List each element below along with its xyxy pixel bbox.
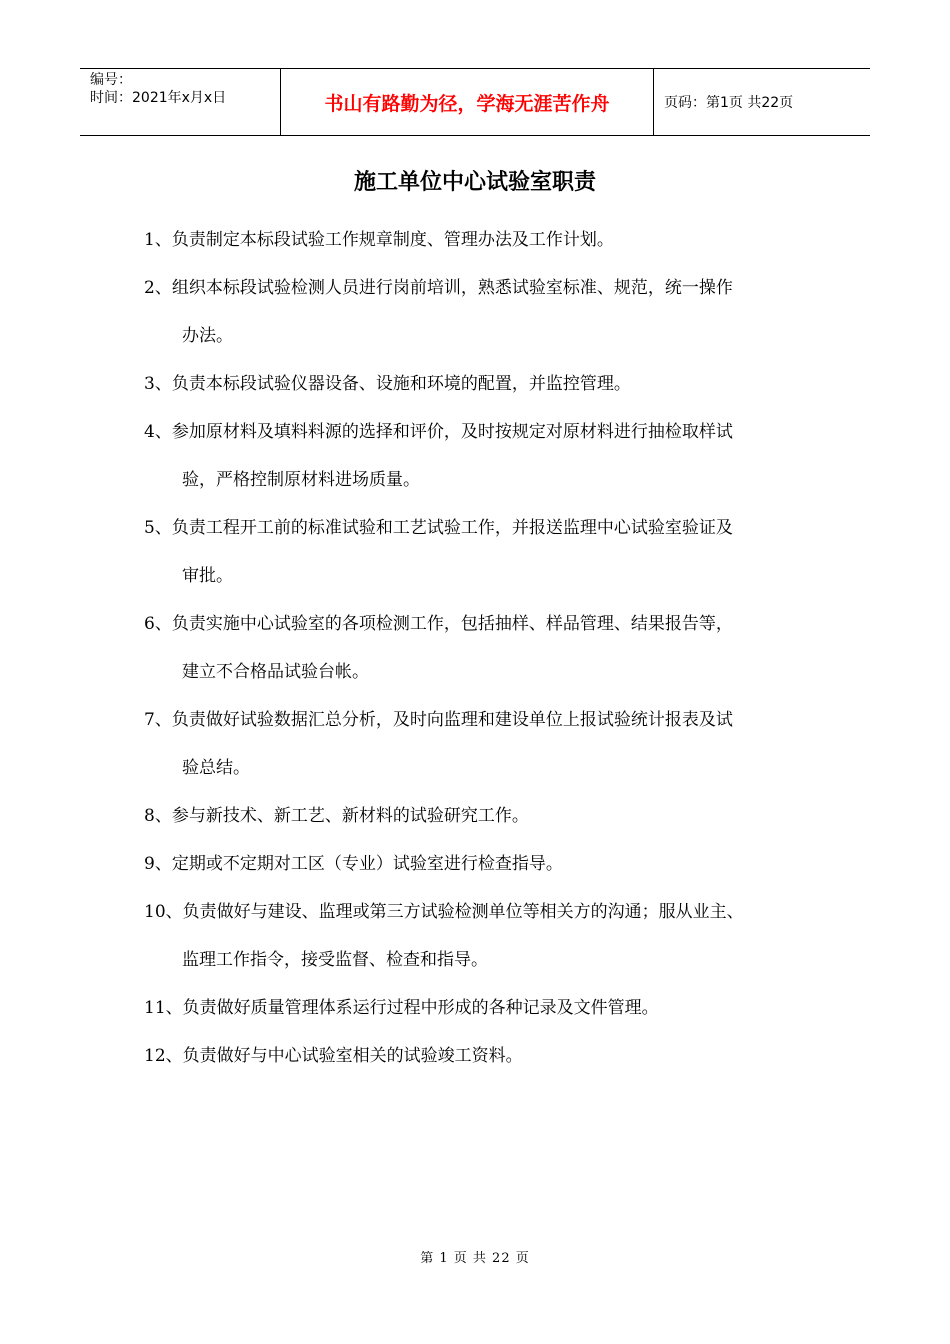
duty-item xyxy=(144,272,834,352)
duty-text: 5、负责工程开工前的标准试验和工艺试验工作，并报送监理中心试验室验证及 xyxy=(144,518,733,538)
duty-text: 7、负责做好试验数据汇总分析，及时向监理和建设单位上报试验统计报表及试 xyxy=(144,710,733,730)
duty-text: 9、定期或不定期对工区（专业）试验室进行检查指导。 xyxy=(144,854,563,874)
header-page-info: 页码：第1页 共22页 xyxy=(664,95,794,111)
header-table xyxy=(80,68,870,136)
header-page-cell xyxy=(654,69,870,135)
duty-text: 11、负责做好质量管理体系运行过程中形成的各种记录及文件管理。 xyxy=(144,998,659,1018)
duties-list xyxy=(144,224,834,1088)
duty-text-continuation: 办法。 xyxy=(182,326,233,346)
duty-text: 6、负责实施中心试验室的各项检测工作，包括抽样、样品管理、结果报告等， xyxy=(144,614,733,634)
duty-text: 3、负责本标段试验仪器设备、设施和环境的配置，并监控管理。 xyxy=(144,374,631,394)
duty-text-continuation: 监理工作指令，接受监督、检查和指导。 xyxy=(182,950,488,970)
duty-text: 8、参与新技术、新工艺、新材料的试验研究工作。 xyxy=(144,806,529,826)
duty-text: 1、负责制定本标段试验工作规章制度、管理办法及工作计划。 xyxy=(144,230,614,250)
header-motto-cell xyxy=(281,69,654,135)
duty-item xyxy=(144,848,834,880)
duty-text: 10、负责做好与建设、监理或第三方试验检测单位等相关方的沟通；服从业主、 xyxy=(144,902,744,922)
duty-text: 4、参加原材料及填料料源的选择和评价，及时按规定对原材料进行抽检取样试 xyxy=(144,422,733,442)
document-number-label: 编号： xyxy=(90,72,132,88)
duty-item xyxy=(144,1040,834,1072)
duty-text-continuation: 验总结。 xyxy=(182,758,250,778)
duty-item xyxy=(144,704,834,784)
page-footer: 第 1 页 共 22 页 xyxy=(420,1251,530,1266)
duty-item xyxy=(144,800,834,832)
duty-text-continuation: 审批。 xyxy=(182,566,233,586)
document-date-label: 时间：2021年x月x日 xyxy=(90,90,227,106)
duty-text-continuation: 建立不合格品试验台帐。 xyxy=(182,662,369,682)
duty-item xyxy=(144,368,834,400)
duty-item xyxy=(144,416,834,496)
duty-item xyxy=(144,224,834,256)
header-meta-cell xyxy=(80,69,281,135)
duty-text-continuation: 验，严格控制原材料进场质量。 xyxy=(182,470,420,490)
duty-item xyxy=(144,896,834,976)
header-motto: 书山有路勤为径，学海无涯苦作舟 xyxy=(324,92,610,115)
duty-item xyxy=(144,992,834,1024)
duty-text: 12、负责做好与中心试验室相关的试验竣工资料。 xyxy=(144,1046,523,1066)
duty-text: 2、组织本标段试验检测人员进行岗前培训，熟悉试验室标准、规范，统一操作 xyxy=(144,278,733,298)
document-title: 施工单位中心试验室职责 xyxy=(353,170,596,195)
duty-item xyxy=(144,512,834,592)
duty-item xyxy=(144,608,834,688)
